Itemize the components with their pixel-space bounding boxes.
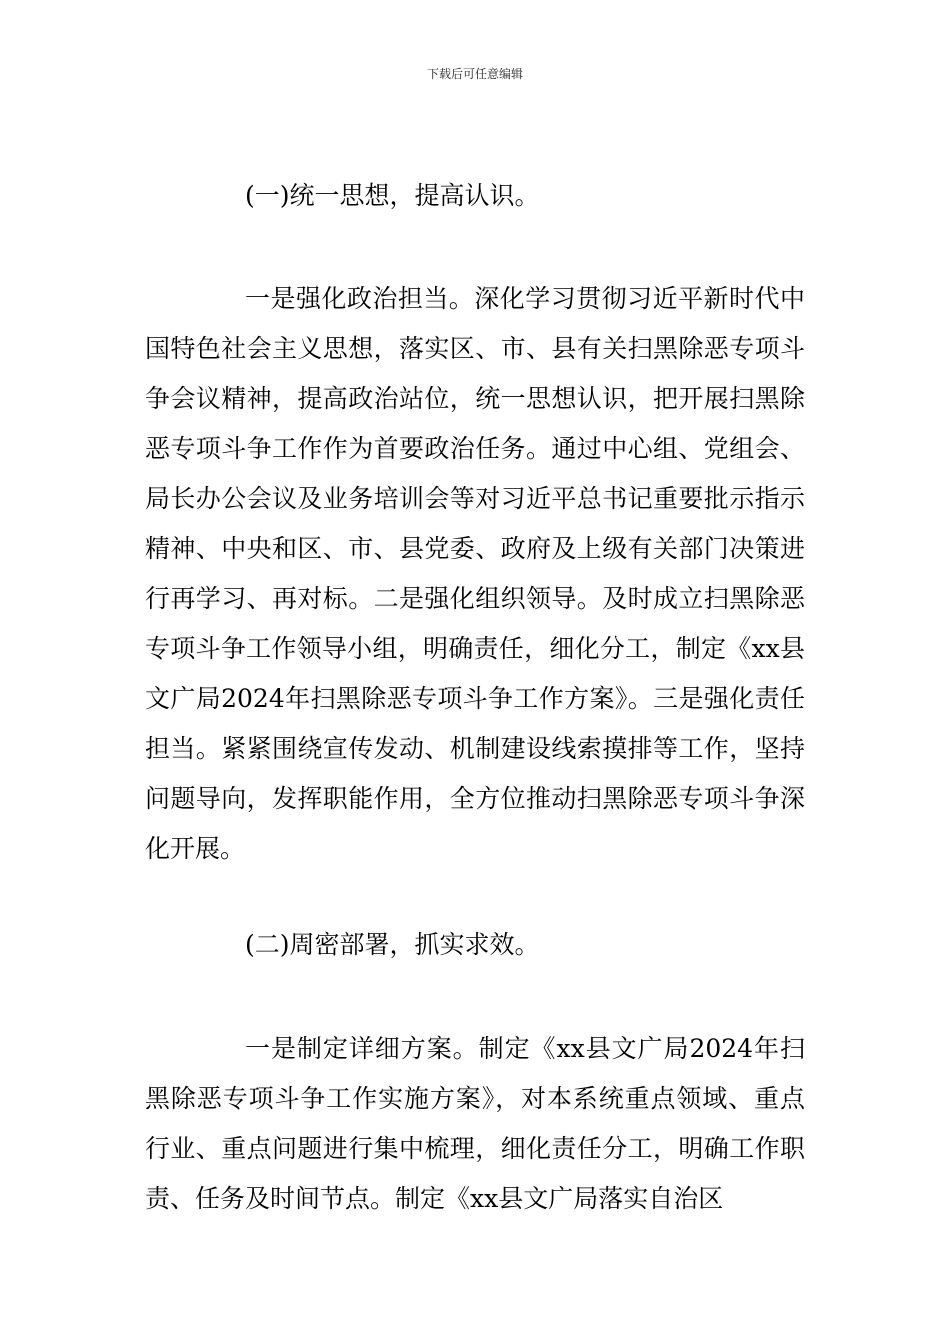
page-header: 下载后可任意编辑 [426, 67, 523, 81]
section-paragraph-2: 一是制定详细方案。制定《xx县文广局2024年扫黑除恶专项斗争工作实施方案》，对本系统重点领域、重点行业、重点问题进行集中梳理，细化责任分工，明确工作职责、任务及时间节点。制定《xx县文广局落实自治区 [145, 1034, 805, 1213]
section-paragraph-1: 一是强化政治担当。深化学习贯彻习近平新时代中国特色社会主义思想，落实区、市、县有关扫黑除恶专项斗争会议精神，提高政治站位，统一思想认识，把开展扫黑除恶专项斗争工作作为首要政治任务。通过中心组、党组会、局长办公会议及业务培训会等对习近平总书记重要批示指示精神、中央和区、市、县党委、政府及上级有关部门决策进行再学习、再对标。二是强化组织领导。及时成立扫黑除恶专项斗争工作领导小组，明确责任，细化分工，制定《xx县文广局2024年扫黑除恶专项斗争工作方案》。三是强化责任担当。紧紧围绕宣传发动、机制建设线索摸排等工作，坚持问题导向，发挥职能作用，全方位推动扫黑除恶专项斗争深化开展。 [145, 284, 805, 863]
section-heading-1: (一)统一思想，提高认识。 [245, 181, 540, 210]
section-heading-2: (二)周密部署，抓实求效。 [245, 930, 540, 959]
